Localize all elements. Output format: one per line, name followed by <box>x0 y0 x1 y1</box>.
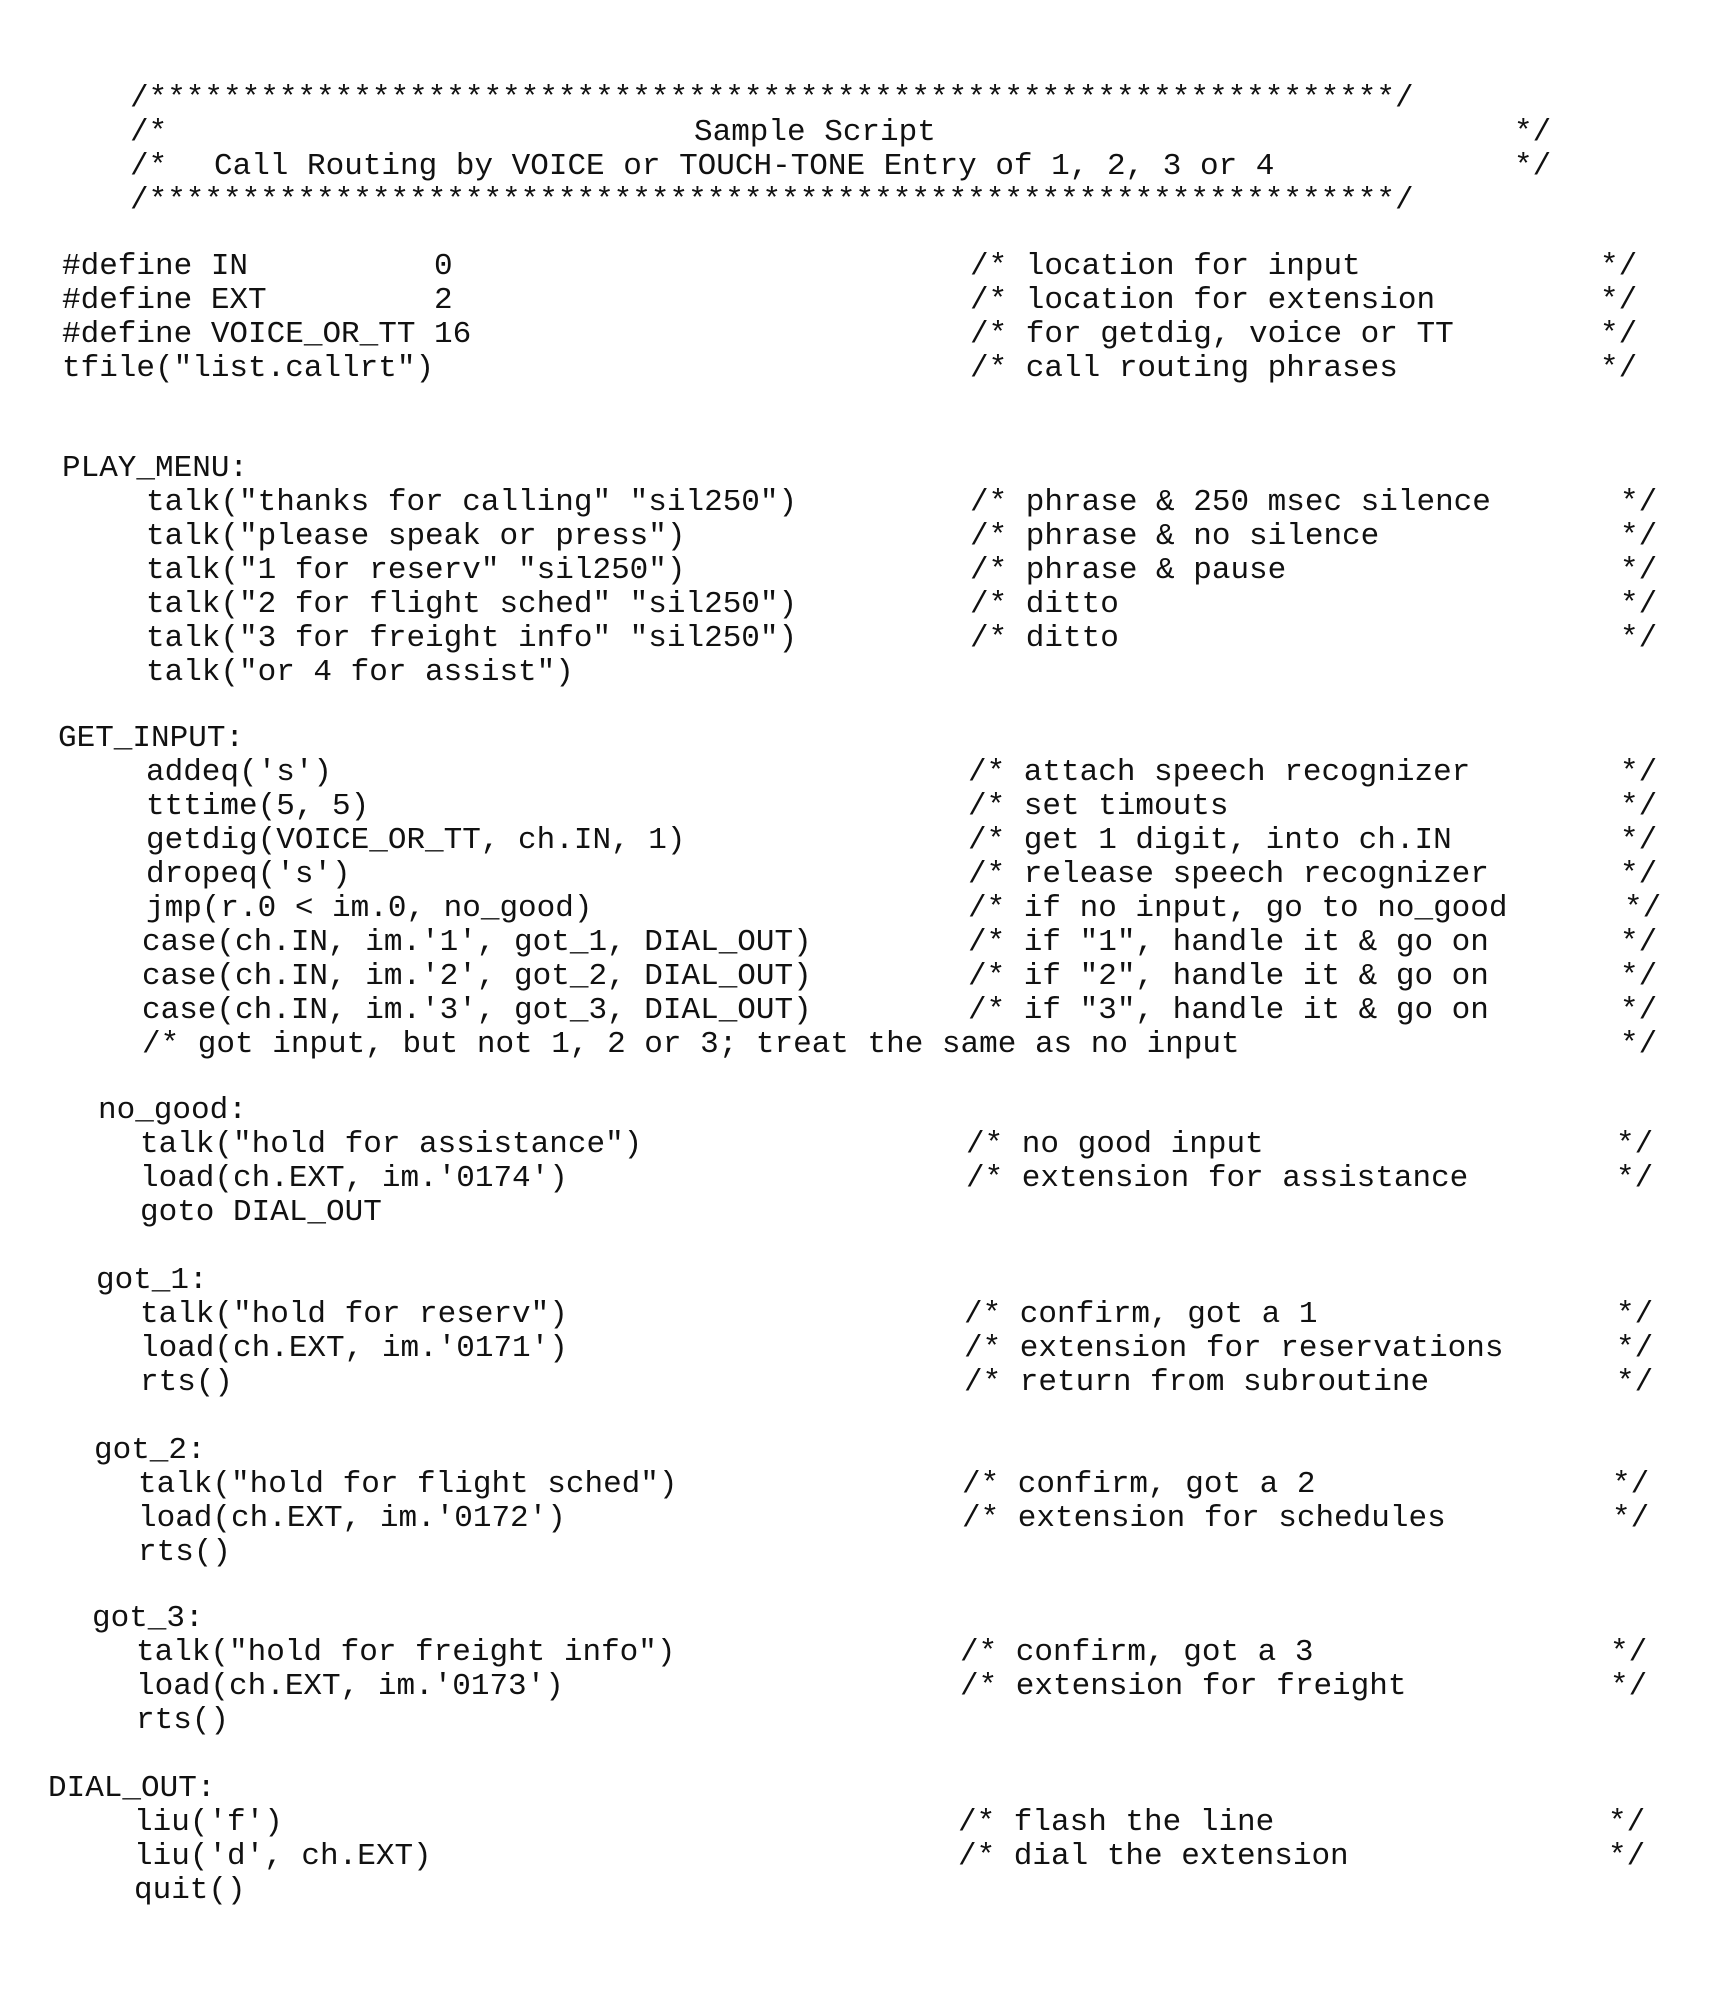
code-comment: /* phrase & 250 msec silence <box>970 485 1491 520</box>
comment-end: */ <box>1620 1027 1658 1062</box>
comment-end: */ <box>1600 317 1638 352</box>
code-line: jmp(r.0 < im.0, no_good) <box>146 891 593 926</box>
code-comment: /* extension for assistance <box>966 1161 1469 1196</box>
code-comment: /* phrase & no silence <box>970 519 1380 554</box>
header-title-open: /* <box>130 115 168 150</box>
code-comment: /* extension for freight <box>960 1669 1407 1704</box>
comment-end: */ <box>1600 283 1638 318</box>
code-comment: /* if "1", handle it & go on <box>968 925 1489 960</box>
code-comment: /* location for input <box>970 249 1361 284</box>
code-line: goto DIAL_OUT <box>140 1195 382 1230</box>
comment-end: */ <box>1620 993 1658 1028</box>
comment-end: */ <box>1610 1669 1648 1704</box>
comment-end: */ <box>1620 925 1658 960</box>
code-line: talk("or 4 for assist") <box>146 655 574 690</box>
code-line: #define VOICE_OR_TT 16 <box>62 317 472 352</box>
code-line: addeq('s') <box>146 755 333 790</box>
code-comment: /* ditto <box>970 587 1119 622</box>
code-comment: /* call routing phrases <box>970 351 1398 386</box>
comment-end: */ <box>1616 1127 1654 1162</box>
code-comment: /* for getdig, voice or TT <box>970 317 1454 352</box>
header-border-top: /*******************************************************************/ <box>130 81 1414 116</box>
code-line: liu('d', ch.EXT) <box>134 1839 432 1874</box>
code-line: talk("1 for reserv" "sil250") <box>146 553 686 588</box>
header-subtitle-close: */ <box>1514 149 1552 184</box>
code-line: talk("thanks for calling" "sil250") <box>146 485 798 520</box>
comment-end: */ <box>1620 485 1658 520</box>
code-comment: /* dial the extension <box>958 1839 1349 1874</box>
comment-end: */ <box>1616 1331 1654 1366</box>
comment-end: */ <box>1620 755 1658 790</box>
code-line: dropeq('s') <box>146 857 351 892</box>
comment-end: */ <box>1608 1839 1646 1874</box>
code-comment: /* if "2", handle it & go on <box>968 959 1489 994</box>
comment-end: */ <box>1616 1365 1654 1400</box>
code-line: rts() <box>136 1703 230 1738</box>
comment-end: */ <box>1620 789 1658 824</box>
label-play-menu: PLAY_MENU: <box>62 451 249 486</box>
code-comment: /* phrase & pause <box>970 553 1287 588</box>
code-line: case(ch.IN, im.'2', got_2, DIAL_OUT) <box>142 959 812 994</box>
code-line: talk("hold for flight sched") <box>138 1467 678 1502</box>
comment-end: */ <box>1620 857 1658 892</box>
code-line: rts() <box>138 1535 232 1570</box>
code-line: #define EXT 2 <box>62 283 453 318</box>
code-comment: /* confirm, got a 2 <box>962 1467 1316 1502</box>
comment-end: */ <box>1620 553 1658 588</box>
code-comment: /* set timouts <box>968 789 1229 824</box>
code-line: load(ch.EXT, im.'0171') <box>140 1331 568 1366</box>
code-line: talk("hold for freight info") <box>136 1635 676 1670</box>
code-line: case(ch.IN, im.'3', got_3, DIAL_OUT) <box>142 993 812 1028</box>
code-comment: /* confirm, got a 1 <box>964 1297 1318 1332</box>
comment-end: */ <box>1620 587 1658 622</box>
header-title: Sample Script <box>694 115 936 150</box>
label-got-3: got_3: <box>92 1601 204 1636</box>
code-line: talk("hold for reserv") <box>140 1297 568 1332</box>
code-line: case(ch.IN, im.'1', got_1, DIAL_OUT) <box>142 925 812 960</box>
comment-end: */ <box>1612 1501 1650 1536</box>
code-comment: /* flash the line <box>958 1805 1275 1840</box>
code-line: tttime(5, 5) <box>146 789 370 824</box>
code-line: getdig(VOICE_OR_TT, ch.IN, 1) <box>146 823 686 858</box>
code-line: talk("hold for assistance") <box>140 1127 643 1162</box>
code-line: #define IN 0 <box>62 249 453 284</box>
code-line: liu('f') <box>134 1805 283 1840</box>
code-line: load(ch.EXT, im.'0174') <box>140 1161 568 1196</box>
comment-end: */ <box>1616 1161 1654 1196</box>
code-comment: /* get 1 digit, into ch.IN <box>968 823 1452 858</box>
code-line: load(ch.EXT, im.'0172') <box>138 1501 566 1536</box>
header-title-close: */ <box>1514 115 1552 150</box>
code-comment: /* if no input, go to no_good <box>968 891 1508 926</box>
comment-end: */ <box>1600 351 1638 386</box>
code-line: load(ch.EXT, im.'0173') <box>136 1669 564 1704</box>
label-got-2: got_2: <box>94 1433 206 1468</box>
code-comment: /* confirm, got a 3 <box>960 1635 1314 1670</box>
code-line: tfile("list.callrt") <box>62 351 435 386</box>
code-line: talk("3 for freight info" "sil250") <box>146 621 798 656</box>
comment-end: */ <box>1600 249 1638 284</box>
comment-end: */ <box>1608 1805 1646 1840</box>
label-dial-out: DIAL_OUT: <box>48 1771 216 1806</box>
code-line: talk("please speak or press") <box>146 519 686 554</box>
code-comment: /* extension for reservations <box>964 1331 1504 1366</box>
label-got-1: got_1: <box>96 1263 208 1298</box>
comment-end: */ <box>1620 519 1658 554</box>
code-line: quit() <box>134 1873 246 1908</box>
code-line: /* got input, but not 1, 2 or 3; treat the same as no input <box>142 1027 1240 1062</box>
header-subtitle-open: /* <box>130 149 168 184</box>
code-line: talk("2 for flight sched" "sil250") <box>146 587 798 622</box>
code-comment: /* attach speech recognizer <box>968 755 1471 790</box>
comment-end: */ <box>1620 823 1658 858</box>
comment-end: */ <box>1624 891 1662 926</box>
code-comment: /* if "3", handle it & go on <box>968 993 1489 1028</box>
code-comment: /* no good input <box>966 1127 1264 1162</box>
code-line: rts() <box>140 1365 234 1400</box>
code-comment: /* return from subroutine <box>964 1365 1430 1400</box>
header-border-bottom: /*******************************************************************/ <box>130 183 1414 218</box>
comment-end: */ <box>1620 959 1658 994</box>
code-comment: /* ditto <box>970 621 1119 656</box>
comment-end: */ <box>1616 1297 1654 1332</box>
comment-end: */ <box>1620 621 1658 656</box>
label-get-input: GET_INPUT: <box>58 721 245 756</box>
code-comment: /* extension for schedules <box>962 1501 1446 1536</box>
comment-end: */ <box>1612 1467 1650 1502</box>
header-subtitle: Call Routing by VOICE or TOUCH-TONE Entry of 1, 2, 3 or 4 <box>214 149 1275 184</box>
comment-end: */ <box>1610 1635 1648 1670</box>
label-no-good: no_good: <box>98 1093 247 1128</box>
code-comment: /* release speech recognizer <box>968 857 1489 892</box>
code-comment: /* location for extension <box>970 283 1436 318</box>
